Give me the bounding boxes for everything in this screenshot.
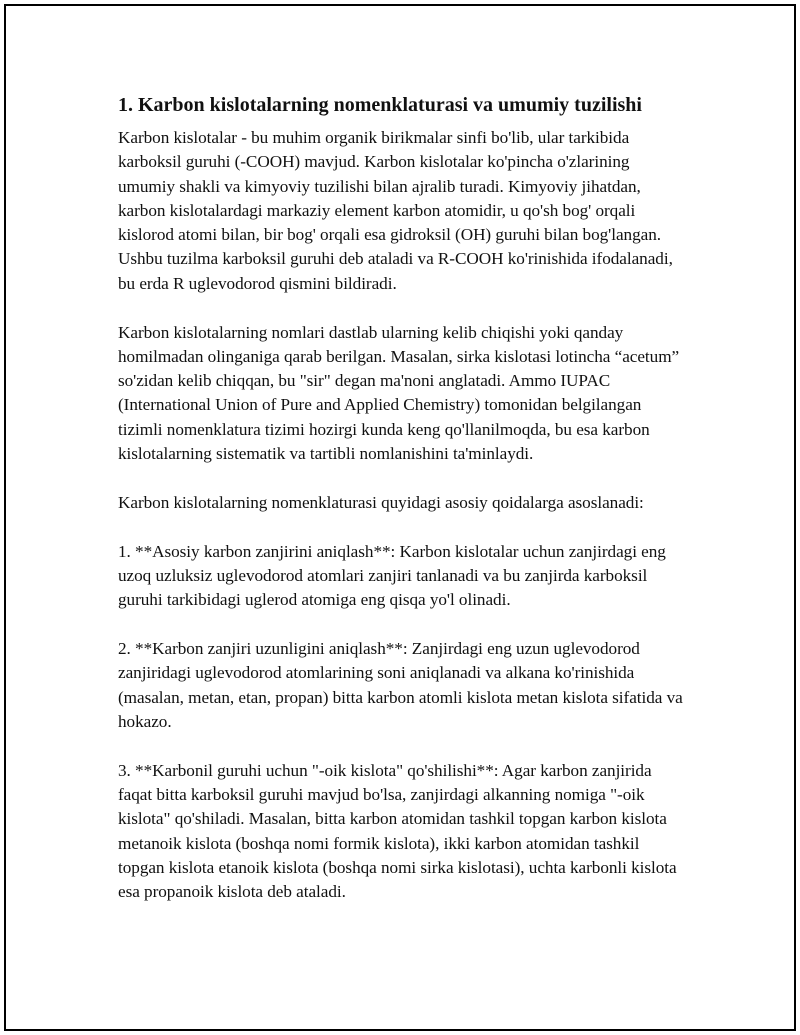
section-title: 1. Karbon kislotalarning nomenklaturasi va umumiy tuzilishi (118, 94, 642, 116)
rule-item-1: 1. **Asosiy karbon zanjirini aniqlash**: Karbon kislotalar uchun zanjirdagi eng uzoq uzluksiz uglevodorod atomlari zanjiri tanlanadi va bu zanjirda karboksil guruhi tarkibidagi uglerod atomiga eng qisqa yo'l olinadi. (118, 541, 666, 610)
rule-item-2: 2. **Karbon zanjiri uzunligini aniqlash**: Zanjirdagi eng uzun uglevodorod zanjiridagi uglevodorod atomlarining soni aniqlanadi va alkana ko'rinishida (masalan, metan, etan, propan) bitta karbon atomli kislota metan kislota sifatida va hokazo. (118, 639, 683, 731)
document-body (118, 92, 688, 929)
paragraph-intro: Karbon kislotalar - bu muhim organik birikmalar sinfi bo'lib, ular tarkibida karboksil guruhi (-COOH) mavjud. Karbon kislotalar ko'pincha o'zlarining umumiy shakli va kimyoviy tuzilishi bilan ajralib turadi. Kimyoviy jihatdan, karbon kislotalardagi markaziy element karbon atomidir, u qo'sh bog' orqali kislorod atomi bilan, bir bog' orqali esa gidroksil (OH) guruhi bilan bog'langan. Ushbu tuzilma karboksil guruhi deb ataladi va R-COOH ko'rinishida ifodalanadi, bu erda R uglevodorod qismini bildiradi. (118, 128, 673, 293)
paragraph-rules-intro: Karbon kislotalarning nomenklaturasi quyidagi asosiy qoidalarga asoslanadi: (118, 492, 644, 512)
rule-item-3: 3. **Karbonil guruhi uchun "-oik kislota" qo'shilishi**: Agar karbon zanjirida faqat bitta karboksil guruhi mavjud bo'lsa, zanjirdagi alkanning nomiga "-oik kislota" qo'shiladi. Masalan, bitta karbon atomidan tashkil topgan karbon kislota metanoik kislota (boshqa nomi formik kislota), ikki karbon atomidan tashkil topgan kislota etanoik kislota (boshqa nomi sirka kislotasi), uchta karbonli kislota esa propanoik kislota deb ataladi. (118, 760, 677, 902)
paragraph-naming-history: Karbon kislotalarning nomlari dastlab ularning kelib chiqishi yoki qanday homilmadan olinganiga qarab berilgan. Masalan, sirka kislotasi lotincha “acetum” so'zidan kelib chiqqan, bu "sir" degan ma'noni anglatadi. Ammo IUPAC (International Union of Pure and Applied Chemistry) tomonidan belgilangan tizimli nomenklatura tizimi hozirgi kunda keng qo'llanilmoqda, bu esa karbon kislotalarning sistematik va tartibli nomlanishini ta'minlaydi. (118, 322, 680, 464)
